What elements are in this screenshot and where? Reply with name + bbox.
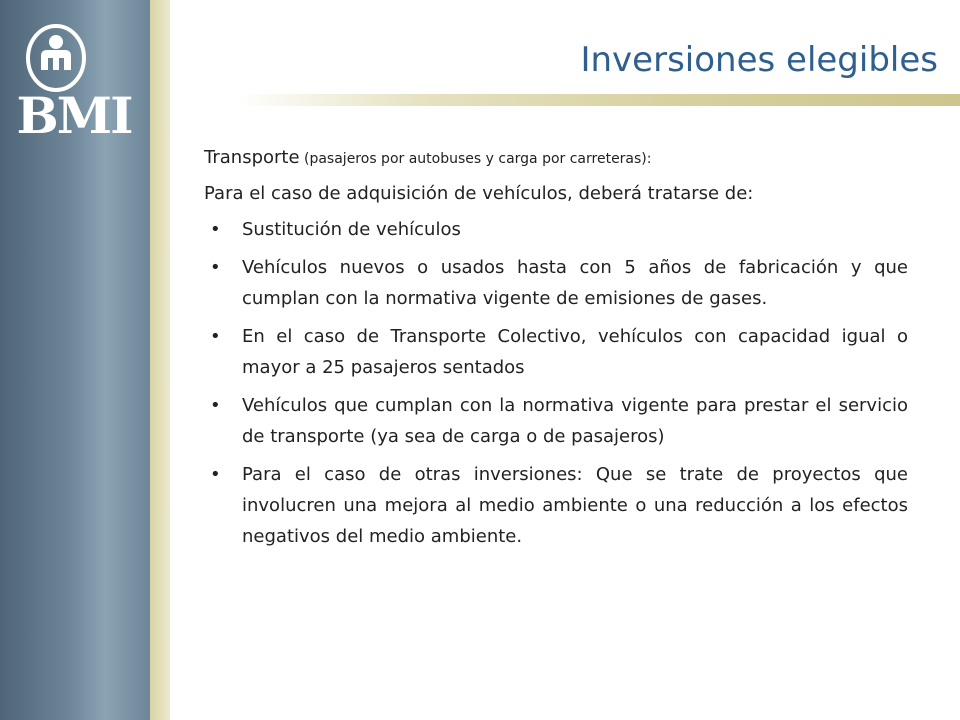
bullet-text: Para el caso de otras inversiones: Que se trate de proyectos que involucren una mejora al medio ambiente o una reducción a los efectos negativos del medio ambiente. (242, 464, 908, 547)
bullet-item (204, 252, 908, 314)
bullet-item (204, 459, 908, 552)
bullet-dot: • (210, 219, 221, 240)
slide-content (204, 142, 908, 559)
bullet-item (204, 390, 908, 452)
section-subtitle (204, 142, 908, 175)
bullet-text: Vehículos que cumplan con la normativa vigente para prestar el servicio de transporte (ya sea de carga o de pasajeros) (242, 395, 908, 447)
bullet-text: En el caso de Transporte Colectivo, vehículos con capacidad igual o mayor a 25 pasajeros sentados (242, 326, 908, 378)
bullet-dot: • (210, 395, 221, 416)
bullet-text: Vehículos nuevos o usados hasta con 5 años de fabricación y que cumplan con la normativa vigente de emisiones de gases. (242, 257, 908, 309)
subtitle-main: Transporte (204, 147, 300, 168)
slide-title: Inversiones elegibles (580, 40, 938, 80)
bullet-text: Sustitución de vehículos (242, 219, 461, 240)
bullet-dot: • (210, 257, 221, 278)
intro-text: Para el caso de adquisición de vehículos, deberá tratarse de: (204, 183, 754, 204)
logo-wordmark: BMI (16, 86, 132, 145)
title-underline-bar (236, 94, 960, 106)
bullet-item (204, 214, 908, 245)
bullet-dot: • (210, 464, 221, 485)
subtitle-note: (pasajeros por autobuses y carga por carreteras): (299, 151, 652, 167)
bullet-item (204, 321, 908, 383)
accent-strip (150, 0, 170, 720)
bullet-list (204, 214, 908, 552)
bullet-dot: • (210, 326, 221, 347)
